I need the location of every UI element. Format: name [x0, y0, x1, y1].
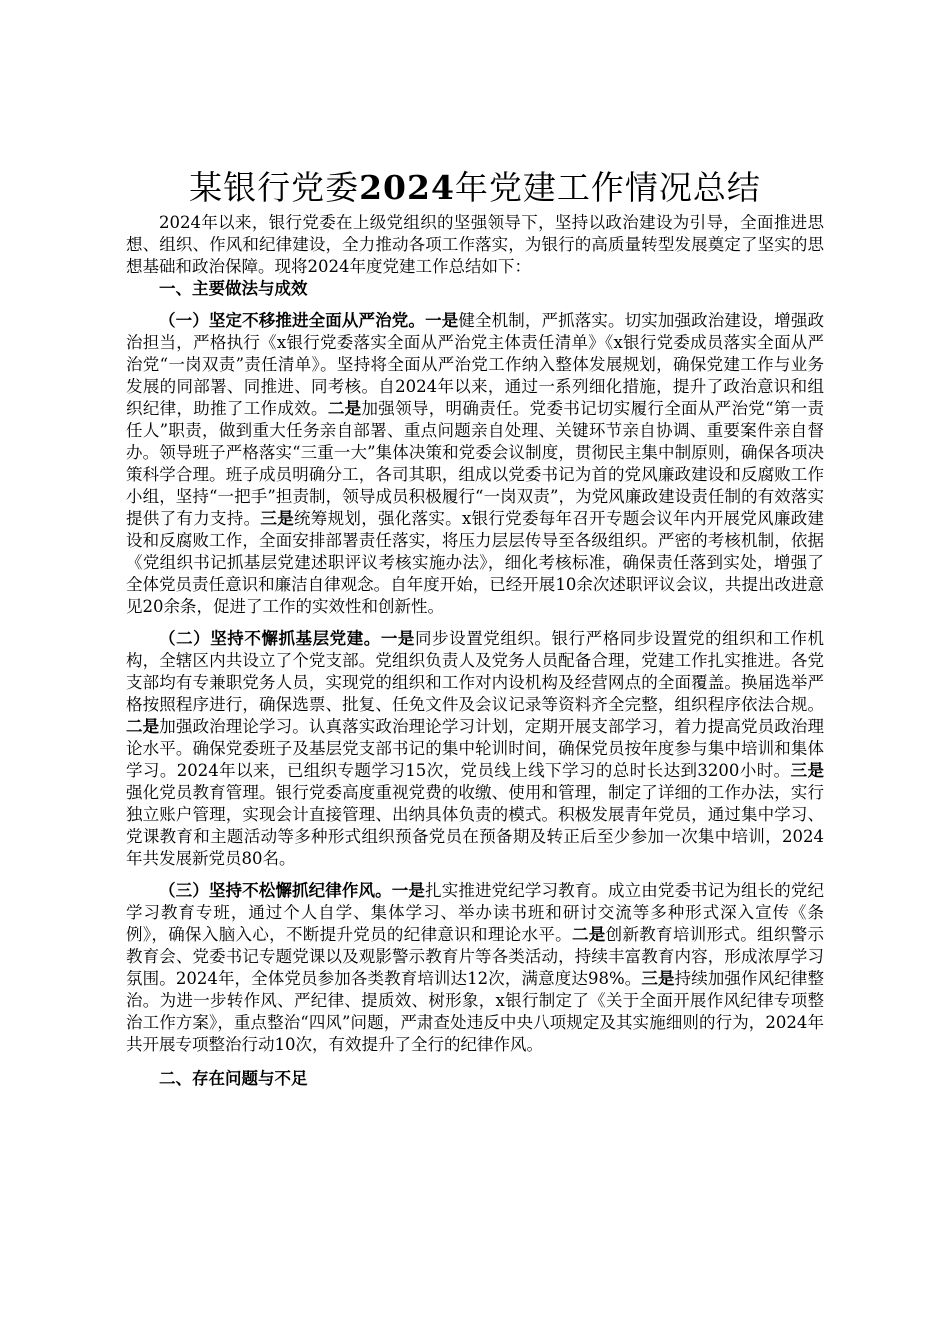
document-body: [126, 212, 824, 1090]
paragraph-lead: （一）坚定不移推进全面从严治党。: [159, 311, 426, 330]
point-text: 持续加强作风纪律整治。为进一步转作风、严纪律、提质效、树形象，x银行制定了《关于全面开展作风纪律专项整治工作方案》，重点整治“四风”问题，严肃查处违反中央八项规定及其实施细则的行为，2024年共开展专项整治行动10次，有效提升了全行的纪律作风。: [126, 969, 825, 1054]
point-text: 加强领导，明确责任。党委书记切实履行全面从严治党“第一责任人”职责，做到重大任务亲自部署、重点问题亲自处理、关键环节亲自协调、重要案件亲自督办。领导班子严格落实“三重一大”集体决策和党委会议制度，贯彻民主集中制原则，确保各项决策科学合理。班子成员明确分工，各司其职，组成以党委书记为首的党风廉政建设和反腐败工作小组，坚持“一把手”担责制，领导成员积极履行“一岗双责”，为党风廉政建设责任制的有效落实提供了有力支持。: [126, 399, 825, 528]
paragraph-lead: （三）坚持不松懈抓纪律作风。: [159, 881, 392, 900]
point-marker: 三是: [260, 509, 294, 528]
point-text: 统筹规划，强化落实。x银行党委每年召开专题会议年内开展党风廉政建设和反腐败工作，全面安排部署责任落实，将压力层层传导至各级组织。严密的考核机制，依据《党组织书记抓基层党建述职评议考核实施办法》，细化考核标准，确保责任落到实处，增强了全体党员责任意识和廉洁自律观念。自年度开始，已经开展10余次述职评议会议，共提出改进意见20余条，促进了工作的实效性和创新性。: [126, 509, 825, 616]
paragraph-grassroots: [126, 628, 824, 870]
point-text: 扎实推进党纪学习教育。成立由党委书记为组长的党纪学习教育专班，通过个人自学、集体学习、举办读书班和研讨交流等多种形式深入宣传《条例》，确保入脑入心，不断提升党员的纪律意识和理论水平。: [126, 881, 825, 944]
point-text: 创新教育培训形式。组织警示教育会、党委书记专题党课以及观影警示教育片等各类活动，持续丰富教育内容，形成浓厚学习氛围。2024年，全体党员参加各类教育培训达12次，满意度达98%。: [126, 925, 825, 988]
point-marker: 一是: [391, 881, 426, 900]
point-marker: 一是: [425, 311, 459, 330]
paragraph-lead: （二）坚持不懈抓基层党建。: [159, 629, 381, 648]
point-marker: 二是: [571, 925, 606, 944]
paragraph-discipline: [126, 880, 824, 1056]
intro-paragraph: 2024年以来，银行党委在上级党组织的坚强领导下，坚持以政治建设为引导，全面推进思想、组织、作风和纪律建设，全力推动各项工作落实，为银行的高质量转型发展奠定了坚实的思想基础和政治保障。现将2024年度党建工作总结如下：: [126, 213, 824, 276]
title-year: 2024: [359, 168, 455, 207]
section-heading-1: 一、主要做法与成效: [159, 279, 308, 298]
point-marker: 二是: [327, 399, 362, 418]
point-marker: 一是: [380, 629, 415, 648]
paragraph-strict-governance: [126, 310, 824, 618]
point-marker: 三是: [641, 969, 675, 988]
point-marker: 三是: [790, 761, 824, 780]
section-heading-2: 二、存在问题与不足: [159, 1069, 308, 1088]
point-text: 加强政治理论学习。认真落实政治理论学习计划，定期开展支部学习，着力提高党员政治理论水平。确保党委班子及基层党支部书记的集中轮训时间，确保党员按年度参与集中培训和集体学习。2024年以来，已组织专题学习15次，党员线上线下学习的总时长达到3200小时。: [126, 717, 825, 780]
document-title: [0, 168, 950, 208]
title-suffix: 年党建工作情况总结: [454, 168, 761, 207]
point-text: 健全机制，严抓落实。切实加强政治建设，增强政治担当，严格执行《x银行党委落实全面从严治党主体责任清单》《x银行党委成员落实全面从严治党“一岗双责”责任清单》。坚持将全面从严治党工作纳入整体发展规划，确保党建工作与业务发展的同部署、同推进、同考核。自2024年以来，通过一系列细化措施，提升了政治意识和组织纪律，助推了工作成效。: [126, 311, 825, 418]
point-marker: 二是: [126, 717, 160, 736]
point-text: 强化党员教育管理。银行党委高度重视党费的收缴、使用和管理，制定了详细的工作办法，实行独立账户管理，实现会计直接管理、出纳具体负责的模式。积极发展青年党员，通过集中学习、党课教育和主题活动等多种形式组织预备党员在预备期及转正后至少参加一次集中培训，2024年共发展新党员80名。: [126, 783, 824, 868]
point-text: 同步设置党组织。银行严格同步设置党的组织和工作机构，全辖区内共设立了个党支部。党组织负责人及党务人员配备合理，党建工作扎实推进。各党支部均有专兼职党务人员，实现党的组织和工作对内设机构及经营网点的全面覆盖。换届选举严格按照程序进行，确保选票、批复、任免文件及会议记录等资料齐全完整，组织程序依法合规。: [126, 629, 825, 714]
title-prefix: 某银行党委: [189, 168, 360, 207]
